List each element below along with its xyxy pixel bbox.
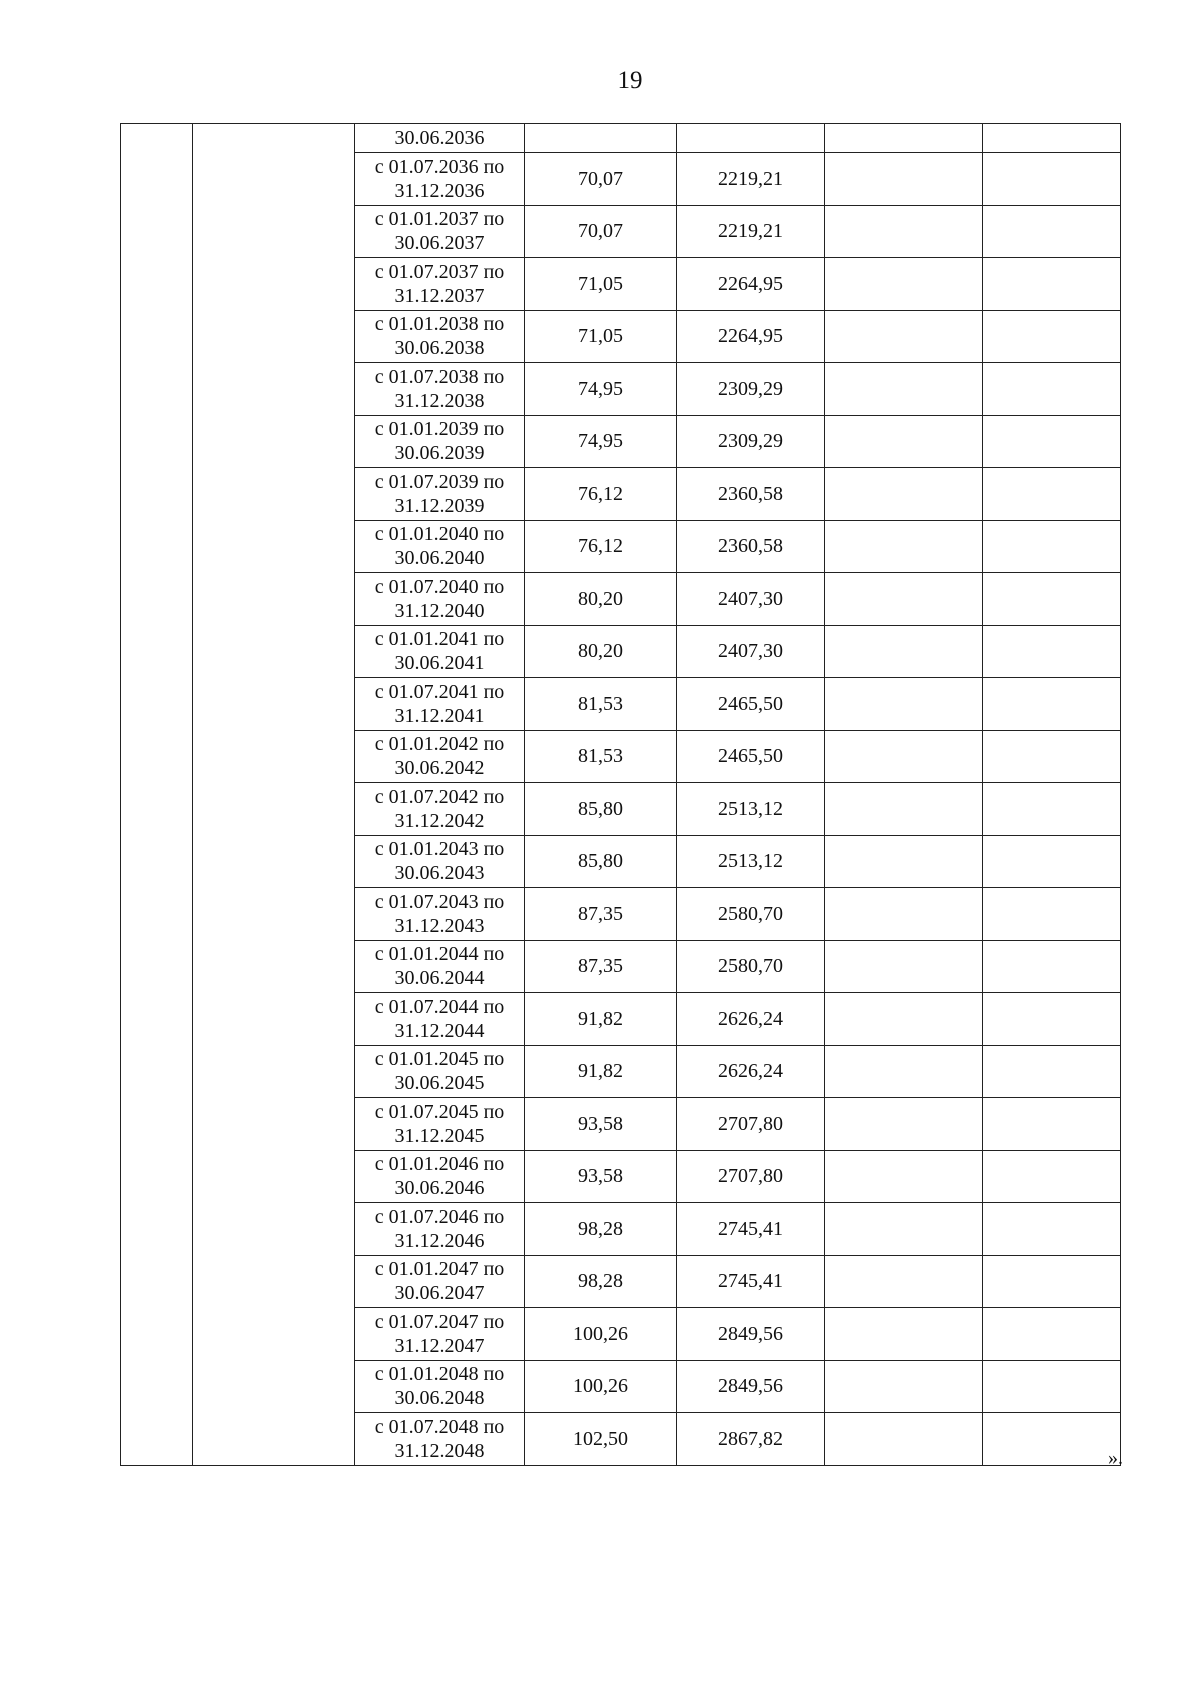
value2-cell: 2849,56 <box>677 1360 825 1413</box>
period-from: с 01.01.2038 по <box>374 313 505 336</box>
empty-cell <box>983 1308 1121 1361</box>
value2-cell: 2580,70 <box>677 888 825 941</box>
empty-cell <box>983 258 1121 311</box>
closing-quote-mark: ». <box>1108 1447 1123 1469</box>
empty-cell <box>983 310 1121 363</box>
period-to: 30.06.2044 <box>394 967 485 990</box>
value2-cell: 2707,80 <box>677 1150 825 1203</box>
page-number: 19 <box>617 67 643 94</box>
period-from: с 01.01.2043 по <box>374 838 505 861</box>
period-to: 31.12.2048 <box>394 1439 485 1462</box>
value1-cell: 100,26 <box>525 1308 677 1361</box>
value1-cell: 70,07 <box>525 153 677 206</box>
empty-cell <box>983 363 1121 416</box>
empty-cell <box>983 468 1121 521</box>
value2-cell: 2707,80 <box>677 1098 825 1151</box>
empty-cell <box>825 1150 983 1203</box>
empty-cell <box>983 888 1121 941</box>
period-from: с 01.01.2047 по <box>374 1258 505 1281</box>
period-cell <box>355 153 525 206</box>
period-to: 30.06.2038 <box>394 337 485 360</box>
empty-cell <box>983 415 1121 468</box>
period-to: 31.12.2044 <box>394 1019 485 1042</box>
period-cell <box>355 783 525 836</box>
value2-cell: 2309,29 <box>677 363 825 416</box>
period-cell <box>355 205 525 258</box>
value2-cell <box>677 124 825 153</box>
value1-cell: 80,20 <box>525 573 677 626</box>
period-from: с 01.01.2039 по <box>374 418 505 441</box>
tariff-table <box>120 123 1121 1466</box>
value1-cell: 71,05 <box>525 258 677 311</box>
empty-cell <box>983 625 1121 678</box>
period-to: 31.12.2046 <box>394 1229 485 1252</box>
value1-cell: 93,58 <box>525 1150 677 1203</box>
period-to: 31.12.2045 <box>394 1124 485 1147</box>
period-to: 31.12.2041 <box>394 704 485 727</box>
empty-cell <box>825 520 983 573</box>
value2-cell: 2849,56 <box>677 1308 825 1361</box>
empty-cell <box>825 573 983 626</box>
empty-cell <box>825 415 983 468</box>
empty-cell <box>825 363 983 416</box>
value2-cell: 2219,21 <box>677 153 825 206</box>
period-from: с 01.01.2041 по <box>374 628 505 651</box>
empty-cell <box>983 153 1121 206</box>
period-from: с 01.07.2045 по <box>374 1100 505 1123</box>
period-cell <box>355 1045 525 1098</box>
value2-cell: 2580,70 <box>677 940 825 993</box>
period-to: 30.06.2042 <box>394 757 485 780</box>
period-cell <box>355 835 525 888</box>
empty-cell <box>983 1255 1121 1308</box>
empty-cell <box>825 783 983 836</box>
period-to: 31.12.2039 <box>394 494 485 517</box>
empty-cell <box>983 1045 1121 1098</box>
empty-cell <box>825 153 983 206</box>
period-from: с 01.07.2043 по <box>374 890 505 913</box>
empty-cell <box>983 124 1121 153</box>
period-from: с 01.07.2047 по <box>374 1310 505 1333</box>
period-cell <box>355 1203 525 1256</box>
value2-cell: 2745,41 <box>677 1203 825 1256</box>
empty-cell <box>825 1203 983 1256</box>
value1-cell: 74,95 <box>525 415 677 468</box>
period-to: 31.12.2037 <box>394 284 485 307</box>
period-from: с 01.01.2045 по <box>374 1048 505 1071</box>
period-from: с 01.07.2048 по <box>374 1415 505 1438</box>
value1-cell: 76,12 <box>525 468 677 521</box>
period-from: с 01.07.2037 по <box>374 260 505 283</box>
period-cell <box>355 1413 525 1466</box>
value1-cell: 80,20 <box>525 625 677 678</box>
value1-cell: 87,35 <box>525 888 677 941</box>
value2-cell: 2309,29 <box>677 415 825 468</box>
empty-cell <box>983 940 1121 993</box>
value1-cell: 93,58 <box>525 1098 677 1151</box>
value2-cell: 2264,95 <box>677 258 825 311</box>
period-cell <box>355 993 525 1046</box>
value1-cell: 70,07 <box>525 205 677 258</box>
empty-cell <box>825 124 983 153</box>
period-from: с 01.01.2037 по <box>374 208 505 231</box>
empty-cell <box>983 520 1121 573</box>
value2-cell: 2867,82 <box>677 1413 825 1466</box>
value1-cell: 102,50 <box>525 1413 677 1466</box>
value2-cell: 2360,58 <box>677 520 825 573</box>
blank-column-2 <box>193 124 355 1466</box>
period-cell <box>355 468 525 521</box>
value2-cell: 2465,50 <box>677 730 825 783</box>
value1-cell: 100,26 <box>525 1360 677 1413</box>
period-from: с 01.07.2038 по <box>374 365 505 388</box>
period-from: с 01.07.2041 по <box>374 680 505 703</box>
period-cell <box>355 678 525 731</box>
period-from: с 01.01.2046 по <box>374 1153 505 1176</box>
period-from: с 01.07.2042 по <box>374 785 505 808</box>
period-cell: 30.06.2036 <box>355 124 525 153</box>
empty-cell <box>825 678 983 731</box>
value1-cell: 71,05 <box>525 310 677 363</box>
empty-cell <box>825 1045 983 1098</box>
period-to: 31.12.2040 <box>394 599 485 622</box>
value2-cell: 2513,12 <box>677 783 825 836</box>
empty-cell <box>825 1255 983 1308</box>
empty-cell <box>825 730 983 783</box>
empty-cell <box>983 573 1121 626</box>
empty-cell <box>825 835 983 888</box>
empty-cell <box>983 1098 1121 1151</box>
empty-cell <box>983 1150 1121 1203</box>
value2-cell: 2264,95 <box>677 310 825 363</box>
empty-cell <box>983 835 1121 888</box>
period-to: 30.06.2039 <box>394 442 485 465</box>
period-to: 30.06.2040 <box>394 547 485 570</box>
period-to: 31.12.2042 <box>394 809 485 832</box>
period-cell <box>355 1098 525 1151</box>
period-to: 31.12.2043 <box>394 914 485 937</box>
period-to: 30.06.2048 <box>394 1387 485 1410</box>
tariff-table-body <box>121 124 1121 1466</box>
period-cell <box>355 520 525 573</box>
value2-cell: 2626,24 <box>677 993 825 1046</box>
value2-cell: 2219,21 <box>677 205 825 258</box>
value1-cell: 98,28 <box>525 1203 677 1256</box>
empty-cell <box>825 1098 983 1151</box>
empty-cell <box>983 730 1121 783</box>
period-from: с 01.01.2048 по <box>374 1363 505 1386</box>
period-cell <box>355 625 525 678</box>
value2-cell: 2360,58 <box>677 468 825 521</box>
period-to: 31.12.2047 <box>394 1334 485 1357</box>
period-cell <box>355 258 525 311</box>
value1-cell <box>525 124 677 153</box>
value2-cell: 2465,50 <box>677 678 825 731</box>
empty-cell <box>825 888 983 941</box>
period-from: с 01.01.2042 по <box>374 733 505 756</box>
period-cell <box>355 1308 525 1361</box>
empty-cell <box>983 678 1121 731</box>
period-cell <box>355 1150 525 1203</box>
period-from: с 01.01.2040 по <box>374 523 505 546</box>
period-cell <box>355 415 525 468</box>
period-cell <box>355 1255 525 1308</box>
period-cell <box>355 888 525 941</box>
period-from: с 01.07.2040 по <box>374 575 505 598</box>
empty-cell <box>983 993 1121 1046</box>
period-to: 30.06.2047 <box>394 1282 485 1305</box>
value2-cell: 2513,12 <box>677 835 825 888</box>
empty-cell <box>825 1308 983 1361</box>
value1-cell: 76,12 <box>525 520 677 573</box>
empty-cell <box>825 993 983 1046</box>
value1-cell: 91,82 <box>525 993 677 1046</box>
value2-cell: 2407,30 <box>677 573 825 626</box>
value1-cell: 81,53 <box>525 730 677 783</box>
period-cell <box>355 363 525 416</box>
value2-cell: 2745,41 <box>677 1255 825 1308</box>
empty-cell <box>825 1360 983 1413</box>
value2-cell: 2626,24 <box>677 1045 825 1098</box>
value2-cell: 2407,30 <box>677 625 825 678</box>
empty-cell <box>983 1203 1121 1256</box>
empty-cell <box>983 1413 1121 1466</box>
period-to: 30.06.2043 <box>394 862 485 885</box>
value1-cell: 85,80 <box>525 835 677 888</box>
period-cell <box>355 310 525 363</box>
period-to: 30.06.2046 <box>394 1177 485 1200</box>
value1-cell: 98,28 <box>525 1255 677 1308</box>
empty-cell <box>825 625 983 678</box>
period-cell <box>355 730 525 783</box>
period-cell <box>355 573 525 626</box>
period-to: 31.12.2038 <box>394 389 485 412</box>
empty-cell <box>825 940 983 993</box>
empty-cell <box>825 1413 983 1466</box>
blank-column-1 <box>121 124 193 1466</box>
period-to: 30.06.2037 <box>394 232 485 255</box>
empty-cell <box>825 310 983 363</box>
period-from: с 01.07.2036 по <box>374 155 505 178</box>
value1-cell: 91,82 <box>525 1045 677 1098</box>
value1-cell: 85,80 <box>525 783 677 836</box>
empty-cell <box>983 205 1121 258</box>
table-row-continuation <box>121 124 1121 153</box>
period-from: с 01.07.2046 по <box>374 1205 505 1228</box>
period-from: с 01.01.2044 по <box>374 943 505 966</box>
period-cell <box>355 1360 525 1413</box>
value1-cell: 74,95 <box>525 363 677 416</box>
empty-cell <box>825 205 983 258</box>
empty-cell <box>983 783 1121 836</box>
empty-cell <box>825 468 983 521</box>
value1-cell: 87,35 <box>525 940 677 993</box>
empty-cell <box>825 258 983 311</box>
period-to: 31.12.2036 <box>394 179 485 202</box>
period-from: с 01.07.2044 по <box>374 995 505 1018</box>
value1-cell: 81,53 <box>525 678 677 731</box>
period-to: 30.06.2045 <box>394 1072 485 1095</box>
empty-cell <box>983 1360 1121 1413</box>
period-cell <box>355 940 525 993</box>
period-from: с 01.07.2039 по <box>374 470 505 493</box>
period-to: 30.06.2041 <box>394 652 485 675</box>
